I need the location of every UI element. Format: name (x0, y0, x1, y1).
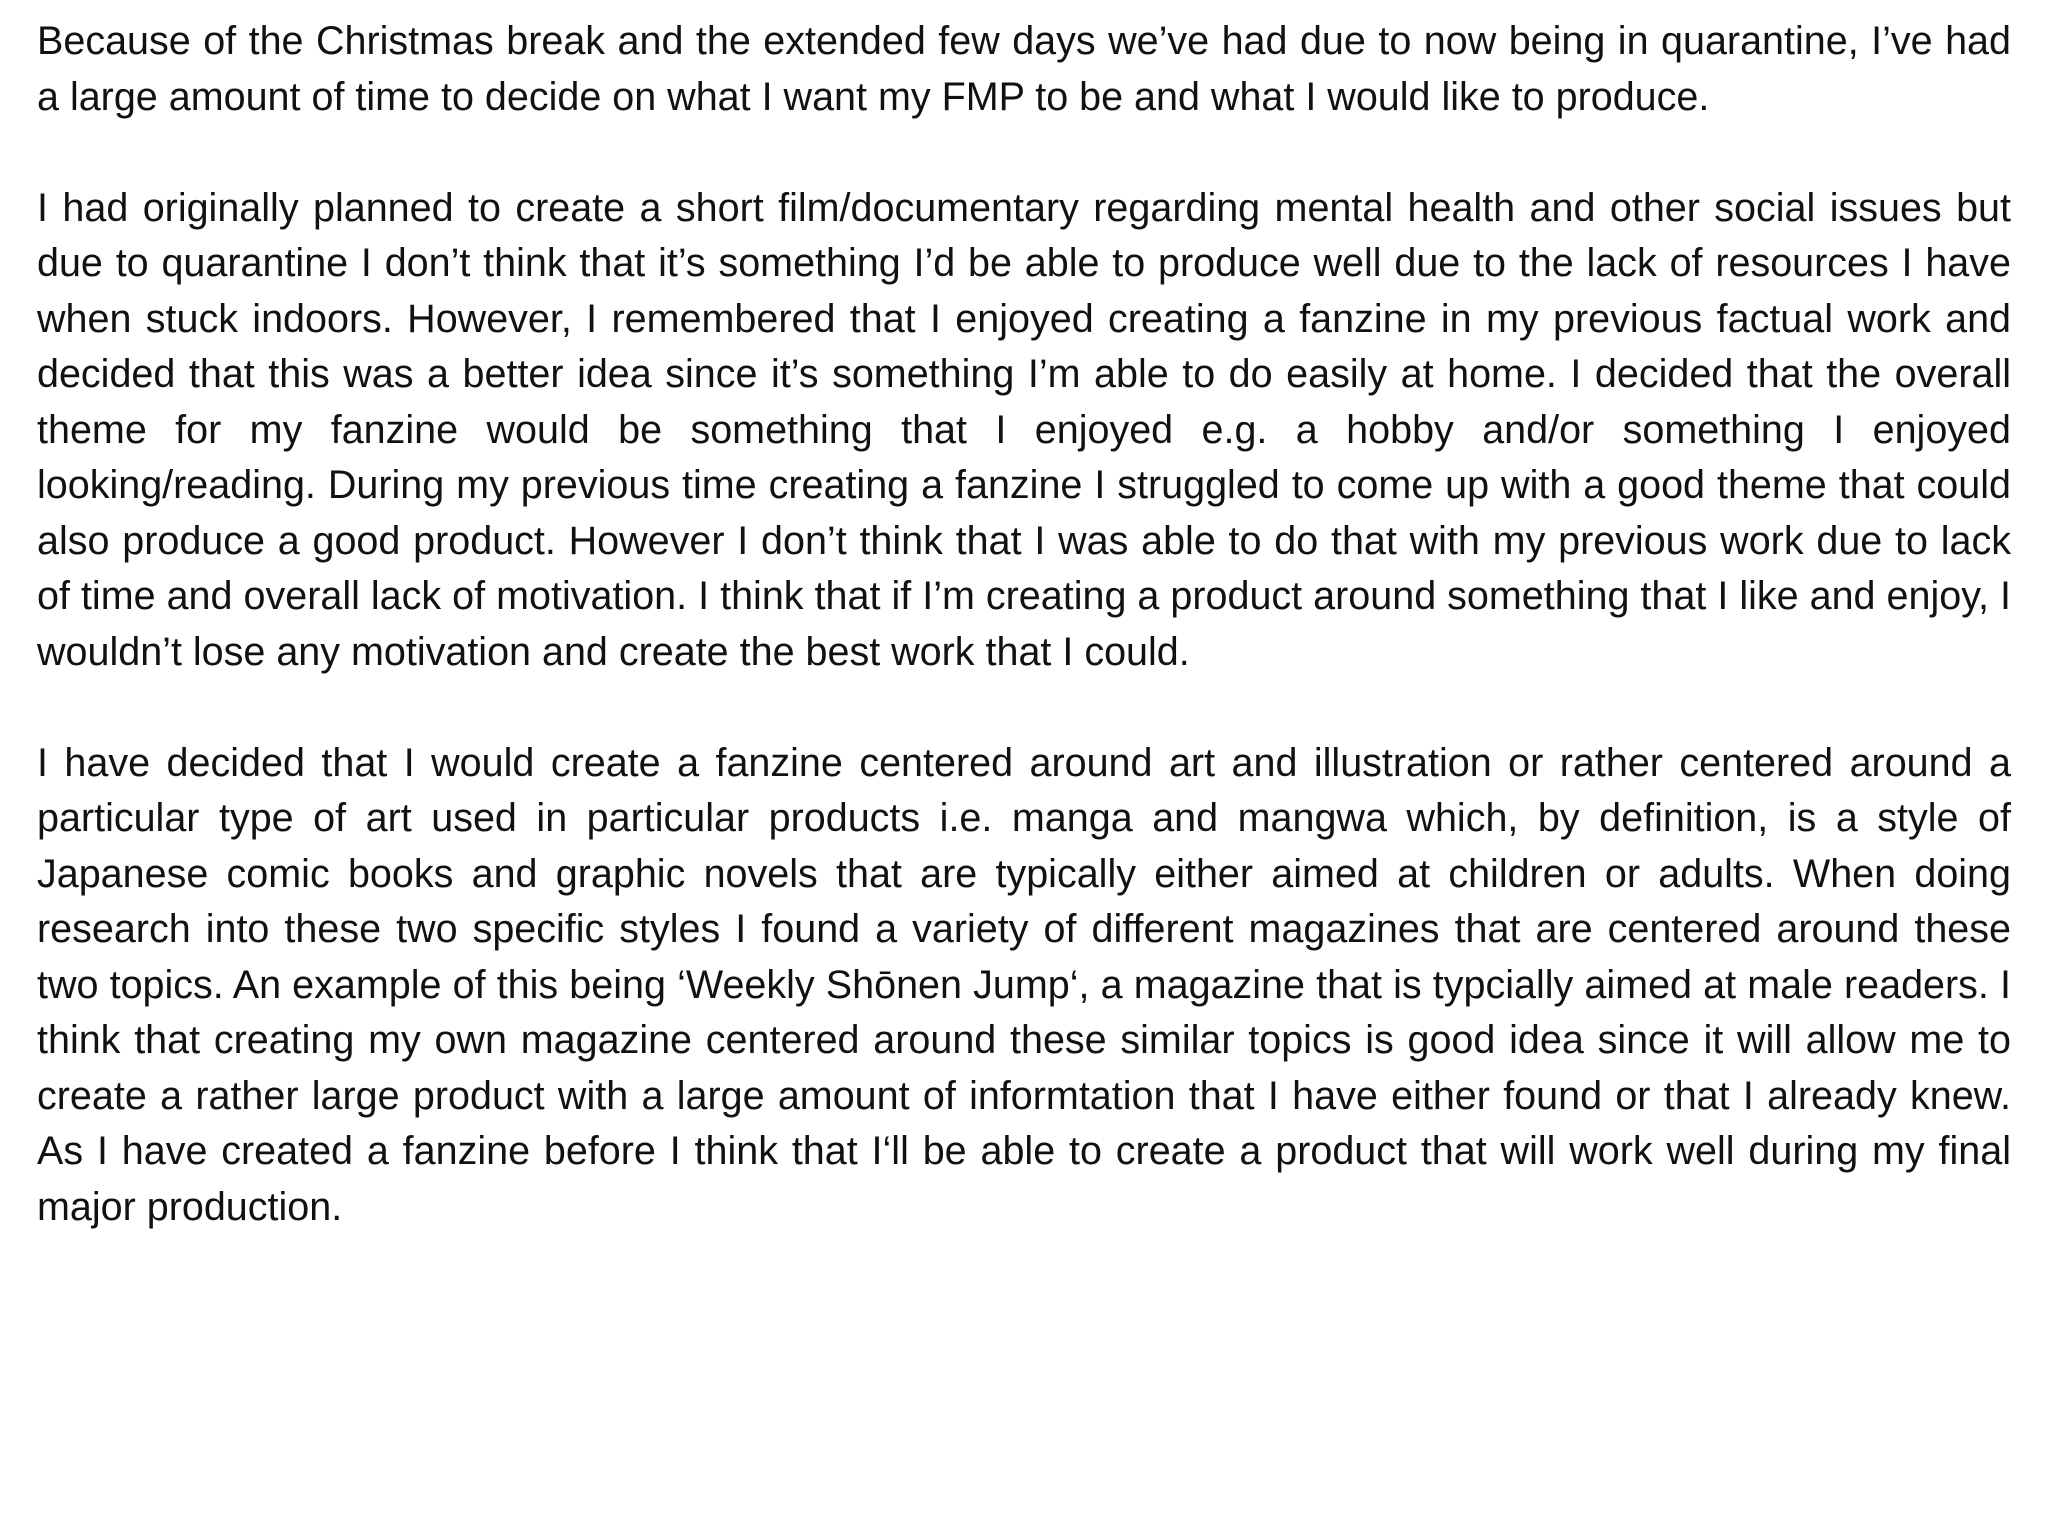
paragraph-fanzine-decision: I have decided that I would create a fanzine centered around art and illustration or rather centered around a particular type of art used in particular products i.e. manga and mangwa which, by definition, is a style of Japanese comic books and graphic novels that are typically either aimed at children or adults. When doing research into these two specific styles I found a variety of different magazines that are centered around these two topics. An example of this being ‘Weekly Shōnen Jump‘, a magazine that is typcially aimed at male readers. I think that creating my own magazine centered around these similar topics is good idea since it will allow me to create a rather large product with a large amount of informtation that I have either found or that I already knew. As I have created a fanzine before I think that I‘ll be able to create a product that will work well during my final major production. (37, 740, 2011, 1229)
paragraph-original-plan: I had originally planned to create a short film/documentary regarding mental health and other social issues but due to quarantine I don’t think that it’s something I’d be able to produce well due to the lack of resources I have when stuck indoors. However, I remembered that I enjoyed creating a fanzine in my previous factual work and decided that this was a better idea since it’s something I’m able to do easily at home. I decided that the overall theme for my fanzine would be something that I enjoyed e.g. a hobby and/or something I enjoyed looking/reading. During my previous time creating a fanzine I struggled to come up with a good theme that could also produce a good product. However I don’t think that I was able to do that with my previous work due to lack of time and overall lack of motivation. I think that if I’m creating a product around something that I like and enjoy, I wouldn’t lose any motivation and create the best work that I could. (37, 185, 2011, 674)
document-body (37, 14, 2011, 1235)
paragraph-intro: Because of the Christmas break and the extended few days we’ve had due to now being in quarantine, I’ve had a large amount of time to decide on what I want my FMP to be and what I would like to produce. (37, 19, 2011, 119)
